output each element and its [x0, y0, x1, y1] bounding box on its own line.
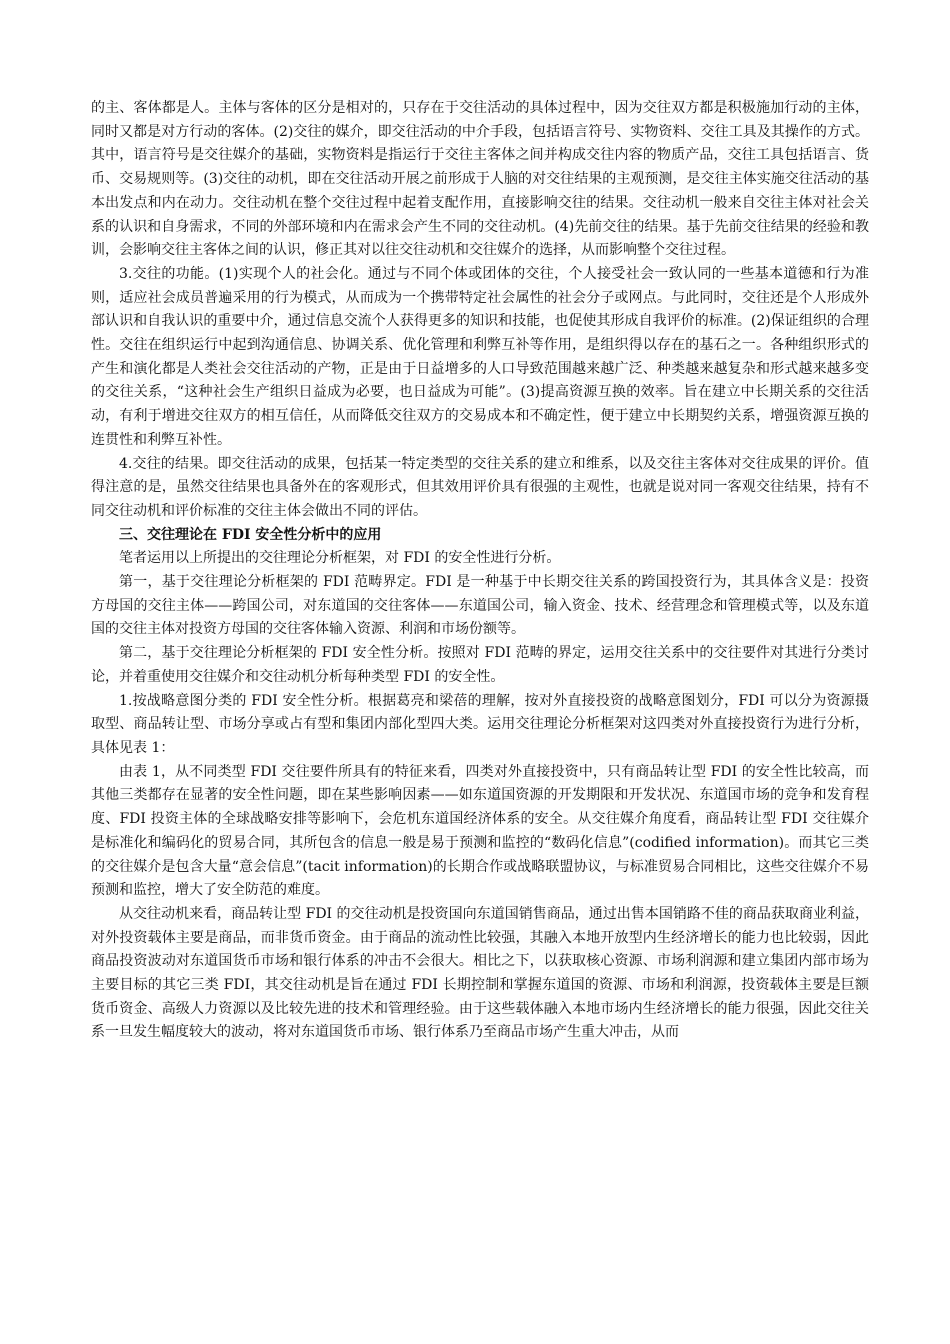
paragraph-intro: 笔者运用以上所提出的交往理论分析框架，对 FDI 的安全性进行分析。: [119, 550, 561, 567]
document-body: [91, 97, 869, 1045]
paragraph-continuation: 的主、客体都是人。主体与客体的区分是相对的，只存在于交往活动的具体过程中，因为交往双方都是积极施加行动的主体，同时又都是对方行动的客体。(2)交往的媒介，即交往活动的中介手段，包括语言符号、实物资料、交往工具及其操作的方式。其中，语言符号是交往媒介的基础，实物资料是指运行于交往主客体之间并构成交往内容的物质产品，交往工具包括语言、货币、交易规则等。(3)交往的动机，即在交往活动开展之前形成于人脑的对交往结果的主观预测，是交往主体实施交往活动的基本出发点和内在动力。交往动机在整个交往过程中起着支配作用，直接影响交往的结果。交往动机一般来自交往主体对社会关系的认识和自身需求，不同的外部环境和内在需求会产生不同的交往动机。(4)先前交往的结果。基于先前交往结果的经验和教训，会影响交往主客体之间的认识，修正其对以往交往动机和交往媒介的选择，从而影响整个交往过程。: [91, 100, 869, 259]
paragraph-motive-analysis: 从交往动机来看，商品转让型 FDI 的交往动机是投资国向东道国销售商品，通过出售本国销路不佳的商品获取商业利益，对外投资载体主要是商品，而非货币资金。由于商品的流动性比较强，其融入本地开放型内生经济增长的能力也比较弱，因此商品投资波动对东道国货币市场和银行体系的冲击不会很大。相比之下，以获取核心资源、市场利润源和建立集团内部市场为主要目标的其它三类 FDI，其交往动机是旨在通过 FDI 长期控制和掌握东道国的资源、市场和利润源，投资载体主要是巨额货币资金、高级人力资源以及比较先进的技术和管理经验。由于这些载体融入本地市场内生经济增长的能力很强，因此交往关系一旦发生幅度较大的波动，将对东道国货币市场、银行体系乃至商品市场产生重大冲击，从而: [91, 905, 869, 1041]
paragraph-communication-result: 4.交往的结果。即交往活动的成果，包括某一特定类型的交往关系的建立和维系，以及交往主客体对交往成果的评价。值得注意的是，虽然交往结果也具备外在的客观形式，但其效用评价具有很强的主观性，也就是说对同一客观交往结果，持有不同交往动机和评价标准的交往主体会做出不同的评估。: [91, 455, 869, 519]
section-heading: 三、交往理论在 FDI 安全性分析中的应用: [119, 526, 382, 543]
paragraph-strategic-classification: 1.按战略意图分类的 FDI 安全性分析。根据葛亮和梁蓓的理解，按对外直接投资的战略意图划分，FDI 可以分为资源摄取型、商品转让型、市场分享或占有型和集团内部化型四大类。运用交往理论分析框架对这四类对外直接投资行为进行分析，具体见表 1：: [91, 692, 869, 756]
paragraph-table-analysis: 由表 1，从不同类型 FDI 交往要件所具有的特征来看，四类对外直接投资中，只有商品转让型 FDI 的安全性比较高，而其他三类都存在显著的安全性问题，即在某些影响因素——如东道国资源的开发期限和开发状况、东道国市场的竞争和发育程度、FDI 投资主体的全球战略安排等影响下，会危机东道国经济体系的安全。从交往媒介角度看，商品转让型 FDI 交往媒介是标准化和编码化的贸易合同，其所包含的信息一般是易于预测和监控的“数码化信息”(codified information)。而其它三类的交往媒介是包含大量“意会信息”(tacit information)的长期合作或战略联盟协议，与标准贸易合同相比，这些交往媒介不易预测和监控，增大了安全防范的难度。: [91, 763, 869, 899]
paragraph-communication-function: 3.交往的功能。(1)实现个人的社会化。通过与不同个体或团体的交往，个人接受社会一致认同的一些基本道德和行为准则，适应社会成员普遍采用的行为模式，从而成为一个携带特定社会属性的社会分子或网点。与此同时，交往还是个人形成外部认识和自我认识的重要中介，通过信息交流个人获得更多的知识和技能，也促使其形成自我评价的标准。(2)保证组织的合理性。交往在组织运行中起到沟通信息、协调关系、优化管理和利弊互补等作用，是组织得以存在的基石之一。各种组织形式的产生和演化都是人类社会交往活动的产物，正是由于日益增多的人口导致范围越来越广泛、种类越来越复杂和形式越来越多变的交往关系，“这种社会生产组织日益成为必要，也日益成为可能”。(3)提高资源互换的效率。旨在建立中长期关系的交往活动，有利于增进交往双方的相互信任，从而降低交往双方的交易成本和不确定性，便于建立中长期契约关系，增强资源互换的连贯性和利弊互补性。: [91, 265, 869, 448]
paragraph-second-point: 第二，基于交往理论分析框架的 FDI 安全性分析。按照对 FDI 范畴的界定，运用交往关系中的交往要件对其进行分类讨论，并着重使用交往媒介和交往动机分析每种类型 FDI 的安全性。: [91, 645, 869, 685]
paragraph-first-point: 第一，基于交往理论分析框架的 FDI 范畴界定。FDI 是一种基于中长期交往关系的跨国投资行为，其具体含义是：投资方母国的交往主体——跨国公司，对东道国的交往客体——东道国公司，输入资金、技术、经营理念和管理模式等，以及东道国的交往主体对投资方母国的交往客体输入资源、利润和市场份额等。: [91, 574, 869, 638]
